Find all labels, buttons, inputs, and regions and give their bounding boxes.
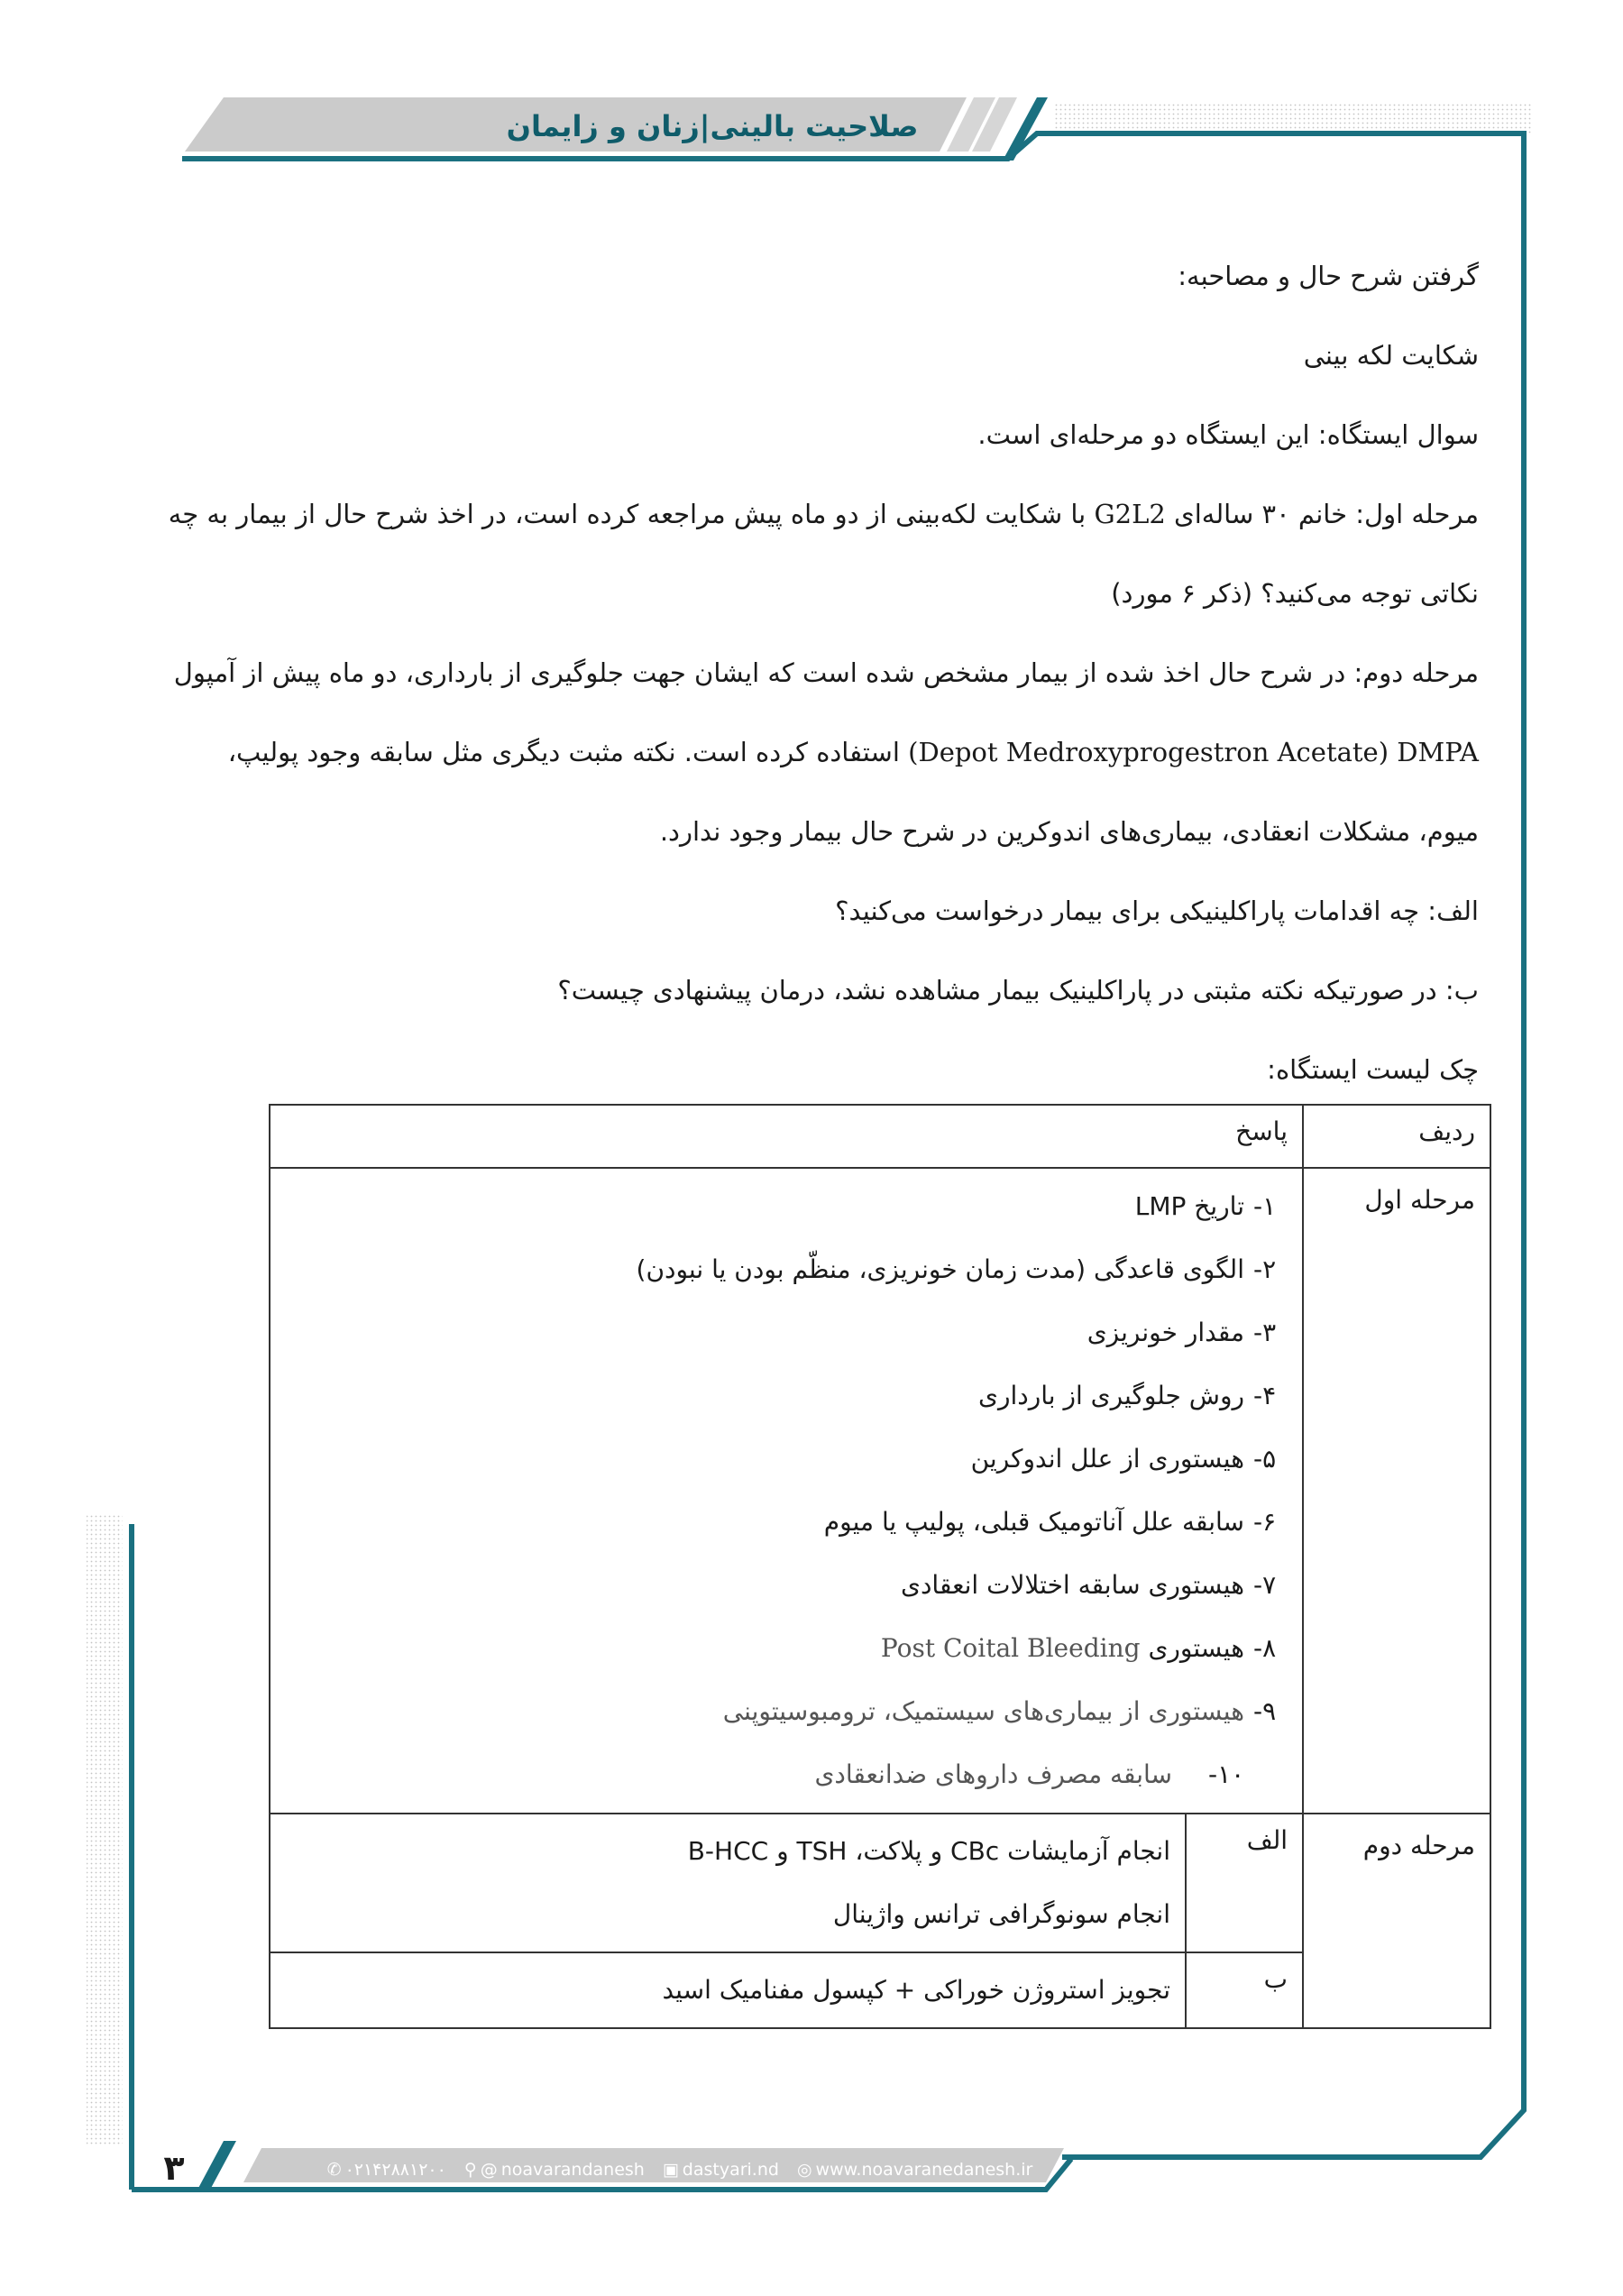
dmpa-term: (Depot Medroxyprogestron Acetate) DMPA: [908, 737, 1479, 767]
stage2-b-line: تجویز استروژن خوراکی + کپسول مفنامیک اسید: [662, 1975, 1170, 2005]
telegram-icon: ⚲: [463, 2160, 477, 2180]
station-question: سوال ایستگاه: این ایستگاه دو مرحله‌ای است.: [977, 419, 1479, 450]
g2l2-term: G2L2: [1094, 499, 1166, 529]
list-item: ۶- سابقه علل آناتومیک قبلی، پولیپ یا میوم: [823, 1506, 1277, 1537]
stage1-question-line2: نکاتی توجه می‌کنید؟ (ذکر ۶ مورد): [1111, 578, 1479, 609]
list-item: ۳- مقدار خونریزی: [1087, 1317, 1277, 1347]
table-row-stage2-a: [270, 1814, 1490, 1952]
page-number: ۳: [163, 2148, 185, 2188]
stage2-question-line1: مرحله دوم: در شرح حال اخذ شده از بیمار مشخص شده است که ایشان جهت جلوگیری از بارداری، دو ماه پیش از آمپول: [173, 657, 1479, 688]
list-item: ۸- هیستوری Post Coital Bleeding: [880, 1632, 1277, 1663]
telegram-link[interactable]: ⚲ @ noavarandanesh: [463, 2160, 645, 2180]
footer-links: [326, 2152, 1033, 2188]
stage2-question-line2: (Depot Medroxyprogestron Acetate) DMPA استفاده کرده است. نکته مثبت دیگری مثل سابقه وجود پولیپ،: [227, 737, 1479, 767]
stage2-a-line: انجام آزمایشات CBc و پلاکت، TSH و B-HCC: [687, 1836, 1170, 1866]
question-a: الف: چه اقدامات پاراکلینیکی برای بیمار درخواست می‌کنید؟: [835, 895, 1479, 926]
header-title: صلاحیت بالینی|زنان و زایمان: [506, 109, 919, 143]
stage2-a-label: الف: [1186, 1814, 1303, 1952]
phone-link[interactable]: ✆ ۰۲۱۴۲۸۸۱۲۰۰: [326, 2160, 446, 2180]
instagram-icon: ▣: [662, 2160, 679, 2180]
question-content: [153, 236, 1479, 1109]
list-item: ۷- هیستوری سابقه اختلالات انعقادی: [901, 1569, 1277, 1600]
website-link[interactable]: ◎ www.noavaranedanesh.ir: [796, 2160, 1033, 2180]
section-title: گرفتن شرح حال و مصاحبه:: [1178, 261, 1479, 291]
list-item: ۱۰- سابقه مصرف داروهای ضدانعقادی: [814, 1759, 1245, 1789]
complaint: شکایت لکه بینی: [1303, 340, 1479, 371]
list-item: ۵- هیستوری از علل اندوکرین: [970, 1443, 1277, 1474]
stage2-b-answer: [270, 1952, 1186, 2028]
list-item: ۹- هیستوری از بیماری‌های سیستمیک، ترومبوسیتوپنی: [722, 1695, 1277, 1726]
list-item: ۲- الگوی قاعدگی (مدت زمان خونریزی، منظّم بودن یا نبودن): [636, 1254, 1277, 1284]
footer-teal-slash: [197, 2141, 236, 2191]
stage1-items: [270, 1168, 1303, 1814]
checklist-title: چک لیست ایستگاه:: [1267, 1054, 1479, 1085]
globe-icon: ◎: [796, 2160, 812, 2180]
post-coital-term: Post Coital Bleeding: [880, 1632, 1141, 1663]
instagram-link[interactable]: ▣ dastyari.nd: [662, 2160, 779, 2180]
list-item: ۴- روش جلوگیری از بارداری: [978, 1380, 1277, 1410]
header-row-cell: ردیف: [1303, 1105, 1490, 1168]
header-dotted-band: [1055, 103, 1533, 135]
phone-icon: ✆: [326, 2160, 342, 2180]
list-item: ۱- تاریخ LMP: [1134, 1190, 1277, 1221]
table-header-row: [270, 1105, 1490, 1168]
left-dotted-band: [87, 1515, 123, 2146]
checklist-table: [269, 1104, 1491, 2029]
header-answer-cell: پاسخ: [270, 1105, 1303, 1168]
question-b: ب: در صورتیکه نکته مثبتی در پاراکلینیک بیمار مشاهده نشد، درمان پیشنهادی چیست؟: [557, 975, 1479, 1006]
table-row-stage1: [270, 1168, 1490, 1814]
stage1-label: مرحله اول: [1303, 1168, 1490, 1814]
stage2-question-line3: میوم، مشکلات انعقادی، بیماری‌های اندوکرین در شرح حال بیمار وجود ندارد.: [659, 816, 1479, 847]
stage2-label: مرحله دوم: [1303, 1814, 1490, 2028]
stage2-a-answer: [270, 1814, 1186, 1952]
stage2-b-label: ب: [1186, 1952, 1303, 2028]
stage2-a-line: انجام سونوگرافی ترانس واژینال: [832, 1899, 1170, 1929]
stage1-question-line1: مرحله اول: خانم ۳۰ ساله‌ای G2L2 با شکایت لکه‌بینی از دو ماه پیش مراجعه کرده است، در اخذ شرح حال از بیمار به چه: [168, 499, 1479, 529]
